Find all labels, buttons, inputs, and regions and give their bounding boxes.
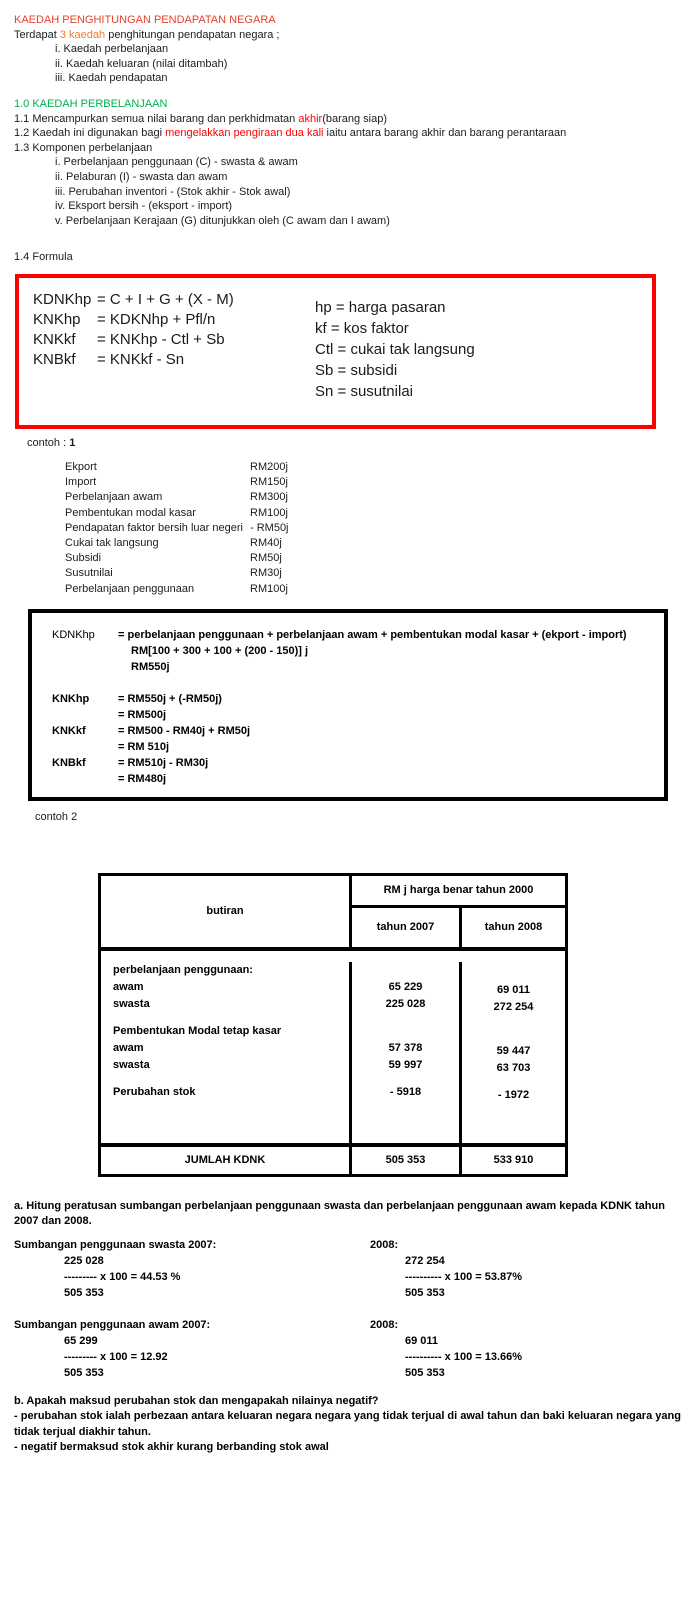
table-cell-label bbox=[101, 1013, 352, 1023]
example-item bbox=[14, 506, 684, 521]
legend-definition: kos faktor bbox=[343, 319, 409, 337]
qa-question-b: b. Apakah maksud perubahan stok dan mengapakah nilainya negatif? bbox=[14, 1394, 379, 1407]
qa-swasta-2007 bbox=[14, 1237, 370, 1301]
table-row bbox=[101, 962, 565, 979]
table-total-2007: 505 353 bbox=[352, 1147, 462, 1174]
qa-awam-2007 bbox=[14, 1317, 370, 1381]
example1-label-pre: contoh : bbox=[27, 436, 70, 449]
item-label: Subsidi bbox=[65, 552, 102, 565]
table-cell-2008: 63 703 bbox=[496, 1061, 531, 1074]
table-cell-2007: 57 378 bbox=[352, 1040, 462, 1057]
qa-awam-2008 bbox=[370, 1317, 684, 1381]
method-item-3: iii. Kaedah pendapatan bbox=[55, 72, 168, 85]
example-item bbox=[14, 490, 684, 505]
qa-numerator: 272 254 bbox=[405, 1254, 445, 1267]
item-value: RM300j bbox=[250, 491, 288, 504]
item-value: RM30j bbox=[250, 567, 282, 580]
equation-label: KNBkf bbox=[33, 350, 76, 368]
subsection-1-1 bbox=[14, 112, 684, 127]
component-item-1: i. Perbelanjaan penggunaan (C) - swasta & awam bbox=[55, 156, 298, 169]
solution-lines bbox=[118, 755, 208, 787]
example-item bbox=[14, 566, 684, 581]
legend-row bbox=[315, 318, 475, 339]
legend-symbol: Ctl = bbox=[315, 340, 351, 358]
solution-lines bbox=[118, 723, 250, 755]
legend-definition: susutnilai bbox=[350, 382, 413, 400]
table-cell-2008: - 1972 bbox=[497, 1088, 530, 1101]
qa-denominator: 505 353 bbox=[64, 1366, 104, 1379]
table-row bbox=[101, 1084, 565, 1101]
legend-definition: subsidi bbox=[350, 361, 398, 379]
solution-spacer bbox=[46, 675, 650, 691]
solution-row-kdnkhp bbox=[46, 627, 650, 675]
table-row bbox=[101, 1057, 565, 1074]
subsection-1-2-post: iaitu antara barang akhir dan barang perantaraan bbox=[323, 127, 567, 140]
table-row bbox=[101, 979, 565, 996]
doc-title: KAEDAH PENGHITUNGAN PENDAPATAN NEGARA bbox=[14, 14, 276, 26]
solution-line: = RM500 - RM40j + RM50j bbox=[118, 724, 251, 737]
table-header bbox=[101, 876, 565, 951]
solution-row-knkhp bbox=[46, 691, 650, 723]
table-cell-2008 bbox=[462, 965, 565, 982]
example-item bbox=[14, 551, 684, 566]
legend-symbol: Sb = bbox=[315, 361, 351, 379]
item-label: Import bbox=[65, 476, 97, 489]
table-cell-2008: 272 254 bbox=[493, 1000, 534, 1013]
subsection-1-3: 1.3 Komponen perbelanjaan bbox=[14, 141, 153, 154]
qa-denominator: 505 353 bbox=[405, 1286, 445, 1299]
intro-line bbox=[14, 28, 684, 43]
table-cell-label: swasta bbox=[101, 1057, 352, 1074]
legend-symbol: hp = bbox=[315, 298, 349, 316]
table-cell-2007: 65 229 bbox=[352, 979, 462, 996]
solution-label: KNBkf bbox=[52, 756, 86, 769]
example-item bbox=[14, 582, 684, 597]
table-row bbox=[101, 1023, 565, 1040]
legend-row bbox=[315, 381, 475, 402]
subsection-1-1-post: (barang siap) bbox=[322, 112, 388, 125]
component-item-3: iii. Perubahan inventori - (Stok akhir - Stok awal) bbox=[55, 185, 291, 198]
subsection-1-1-red: akhir bbox=[298, 112, 323, 125]
table-header-2008: tahun 2008 bbox=[484, 921, 543, 934]
table-cell-2007 bbox=[352, 1023, 462, 1040]
solution-lines bbox=[118, 691, 222, 723]
table-cell-2008: 69 011 bbox=[496, 983, 531, 996]
table-cell-2007: 59 997 bbox=[352, 1057, 462, 1074]
table-body bbox=[101, 951, 565, 1147]
component-item-2: ii. Pelaburan (I) - swasta dan awam bbox=[55, 170, 228, 183]
equation-expr: = KDKNhp + Pfl/n bbox=[97, 310, 216, 328]
qa-formula: --------- x 100 = 44.53 % bbox=[64, 1270, 181, 1283]
table-cell-label: Perubahan stok bbox=[101, 1084, 352, 1101]
qa-answer-b1: - perubahan stok ialah perbezaan antara keluaran negara negara yang tidak terjual di awal tahun dan baki keluaran negara yang tidak terjual diakhir tahun. bbox=[14, 1410, 681, 1438]
table-header-span: RM j harga benar tahun 2000 bbox=[352, 876, 565, 908]
qa-heading: Sumbangan penggunaan awam 2007: bbox=[14, 1318, 211, 1331]
qa-fraction bbox=[370, 1333, 684, 1381]
equation-label: KNKkf bbox=[33, 330, 76, 348]
intro-highlight: 3 kaedah bbox=[59, 28, 106, 41]
solution-line: RM[100 + 300 + 100 + (200 - 150)] j bbox=[131, 644, 309, 657]
qa-section bbox=[14, 1199, 684, 1456]
solution-line: = RM550j + (-RM50j) bbox=[118, 692, 222, 705]
legend-row bbox=[315, 360, 475, 381]
item-value: RM50j bbox=[250, 552, 282, 565]
equation-label: KNKhp bbox=[33, 310, 81, 328]
qa-heading: 2008: bbox=[370, 1238, 399, 1251]
item-label: Perbelanjaan penggunaan bbox=[65, 582, 195, 595]
equation-row bbox=[33, 350, 315, 370]
table-cell-2007 bbox=[352, 1074, 462, 1084]
table-cell-2008 bbox=[462, 1026, 565, 1043]
table-header-years bbox=[352, 908, 565, 947]
example1-list bbox=[14, 460, 684, 597]
equation-expr: = KNKhp - Ctl + Sb bbox=[97, 330, 225, 348]
item-label: Cukai tak langsung bbox=[65, 536, 159, 549]
legend-symbol: kf = bbox=[315, 319, 344, 337]
component-item-5: v. Perbelanjaan Kerajaan (G) ditunjukkan oleh (C awam dan I awam) bbox=[55, 214, 390, 227]
solution-label: KNKkf bbox=[52, 724, 86, 737]
table-total-label: JUMLAH KDNK bbox=[101, 1147, 352, 1174]
formula-box bbox=[15, 274, 656, 429]
table-row bbox=[101, 996, 565, 1013]
formula-legend bbox=[315, 290, 475, 425]
table-cell-label: awam bbox=[101, 979, 352, 996]
example-item bbox=[14, 521, 684, 536]
table-filler-row bbox=[101, 1101, 565, 1143]
subsection-1-1-pre: 1.1 Mencampurkan semua nilai barang dan perkhidmatan bbox=[14, 112, 299, 125]
qa-spacer bbox=[14, 1301, 684, 1310]
qa-awam-block bbox=[14, 1317, 684, 1381]
intro-post: penghitungan pendapatan negara ; bbox=[105, 28, 280, 41]
item-value: RM200j bbox=[250, 460, 288, 473]
table-cell-2007 bbox=[352, 962, 462, 979]
legend-definition: harga pasaran bbox=[348, 298, 446, 316]
solution-label: KDNKhp bbox=[52, 628, 95, 641]
table-header-2007: tahun 2007 bbox=[352, 908, 462, 947]
solution-line: = perbelanjaan penggunaan + perbelanjaan awam + pembentukan modal kasar + (ekport - import) bbox=[118, 628, 627, 641]
table-total-row bbox=[101, 1147, 565, 1174]
solution-lines bbox=[118, 627, 627, 675]
qa-swasta-block bbox=[14, 1237, 684, 1301]
subsection-1-2-red: mengelakkan pengiraan dua kali bbox=[165, 127, 324, 140]
section-heading: 1.0 KAEDAH PERBELANJAAN bbox=[14, 97, 168, 110]
example-item bbox=[14, 536, 684, 551]
qa-formula: --------- x 100 = 12.92 bbox=[64, 1350, 168, 1363]
method-item-2: ii. Kaedah keluaran (nilai ditambah) bbox=[55, 57, 228, 70]
qa-fraction bbox=[14, 1253, 370, 1301]
item-label: Perbelanjaan awam bbox=[65, 491, 163, 504]
table-cell-label: perbelanjaan penggunaan: bbox=[101, 962, 352, 979]
example1-label-num: 1 bbox=[69, 436, 76, 449]
table-total-2008: 533 910 bbox=[493, 1154, 534, 1167]
table-cell-2007: - 5918 bbox=[352, 1084, 462, 1101]
qa-numerator: 225 028 bbox=[64, 1254, 104, 1267]
qa-heading: Sumbangan penggunaan swasta 2007: bbox=[14, 1238, 217, 1251]
qa-formula: ---------- x 100 = 53.87% bbox=[405, 1270, 523, 1283]
qa-denominator: 505 353 bbox=[64, 1286, 104, 1299]
example-item bbox=[14, 460, 684, 475]
item-label: Susutnilai bbox=[65, 567, 113, 580]
qa-swasta-2008 bbox=[370, 1237, 684, 1301]
qa-numerator: 65 299 bbox=[64, 1334, 98, 1347]
example-item bbox=[14, 475, 684, 490]
solution-box bbox=[28, 609, 668, 801]
table-cell-label: Pembentukan Modal tetap kasar bbox=[101, 1023, 352, 1040]
legend-symbol: Sn = bbox=[315, 382, 351, 400]
qa-question-b-block bbox=[14, 1394, 684, 1456]
table-cell-label: awam bbox=[101, 1040, 352, 1057]
method-item-1: i. Kaedah perbelanjaan bbox=[55, 43, 169, 56]
item-label: Pendapatan faktor bersih luar negeri bbox=[65, 521, 243, 534]
table-cell-2007: 225 028 bbox=[352, 996, 462, 1013]
table-cell-label: swasta bbox=[101, 996, 352, 1013]
table-cell-2008: 59 447 bbox=[496, 1044, 531, 1057]
qa-question-a: a. Hitung peratusan sumbangan perbelanjaan penggunaan swasta dan perbelanjaan penggunaan awam kepada KDNK tahun 2007 dan 2008. bbox=[14, 1199, 665, 1228]
legend-row bbox=[315, 339, 475, 360]
solution-line: RM550j bbox=[131, 660, 170, 673]
table-cell-label bbox=[101, 1074, 352, 1084]
example1-label bbox=[14, 436, 684, 451]
table-header-butiran: butiran bbox=[101, 876, 352, 947]
solution-label: KNKhp bbox=[52, 692, 90, 705]
table-header-right bbox=[352, 876, 565, 947]
equation-row bbox=[33, 290, 315, 310]
qa-answer-b2: - negatif bermaksud stok akhir kurang berbanding stok awal bbox=[14, 1441, 329, 1454]
equation-expr: = KNKkf - Sn bbox=[97, 350, 185, 368]
component-item-4: iv. Eksport bersih - (eksport - import) bbox=[55, 200, 233, 213]
qa-denominator: 505 353 bbox=[405, 1366, 445, 1379]
table-cell-2007 bbox=[352, 1013, 462, 1023]
subsection-1-2-pre: 1.2 Kaedah ini digunakan bagi bbox=[14, 127, 166, 140]
equation-row bbox=[33, 310, 315, 330]
solution-line: = RM500j bbox=[118, 708, 166, 721]
item-label: Ekport bbox=[65, 460, 97, 473]
item-value: RM40j bbox=[250, 536, 282, 549]
data-table bbox=[98, 873, 568, 1177]
item-value: RM100j bbox=[250, 582, 288, 595]
qa-fraction bbox=[370, 1253, 684, 1301]
qa-formula: ---------- x 100 = 13.66% bbox=[405, 1350, 523, 1363]
solution-line: = RM480j bbox=[118, 772, 166, 785]
subsection-1-2 bbox=[14, 126, 684, 141]
item-label: Pembentukan modal kasar bbox=[65, 506, 196, 519]
item-value: RM100j bbox=[250, 506, 288, 519]
example2-label: contoh 2 bbox=[35, 810, 78, 823]
solution-row-knkkf bbox=[46, 723, 650, 755]
intro-pre: Terdapat bbox=[14, 28, 60, 41]
formula-label: 1.4 Formula bbox=[14, 251, 73, 264]
solution-row-knbkf bbox=[46, 755, 650, 787]
qa-fraction bbox=[14, 1333, 370, 1381]
table-cell-2008 bbox=[462, 1077, 565, 1087]
solution-line: = RM510j - RM30j bbox=[118, 756, 209, 769]
legend-row bbox=[315, 297, 475, 318]
solution-line: = RM 510j bbox=[118, 740, 170, 753]
item-value: RM150j bbox=[250, 476, 288, 489]
qa-heading: 2008: bbox=[370, 1318, 399, 1331]
table-cell-2008 bbox=[462, 1016, 565, 1026]
equation-row bbox=[33, 330, 315, 350]
qa-numerator: 69 011 bbox=[405, 1334, 439, 1347]
legend-definition: cukai tak langsung bbox=[350, 340, 475, 358]
equation-label: KDNKhp bbox=[33, 290, 92, 308]
item-value: - RM50j bbox=[250, 521, 289, 534]
table-row bbox=[101, 1040, 565, 1057]
formula-equations bbox=[33, 290, 315, 425]
equation-expr: = C + I + G + (X - M) bbox=[97, 290, 234, 308]
